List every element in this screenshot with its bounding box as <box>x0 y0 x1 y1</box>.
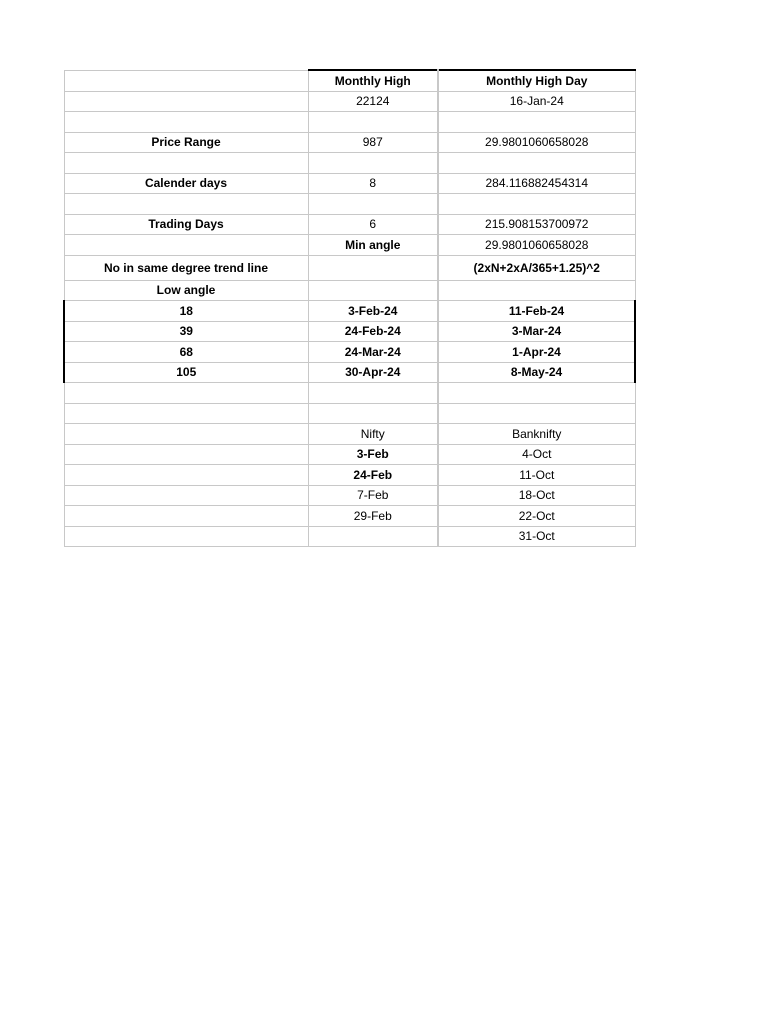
banknifty-date[interactable]: 4-Oct <box>438 444 635 465</box>
date-cell[interactable]: 1-Apr-24 <box>438 342 635 363</box>
date-cell[interactable]: 24-Mar-24 <box>308 342 438 363</box>
table-row <box>64 383 635 404</box>
monthly-high-value[interactable]: 22124 <box>308 91 438 112</box>
cell[interactable] <box>64 465 308 486</box>
cell[interactable] <box>64 91 308 112</box>
table-row <box>64 403 635 424</box>
cell[interactable] <box>308 255 438 280</box>
table-row <box>64 485 635 506</box>
header-monthly-high[interactable]: Monthly High <box>308 70 438 91</box>
nifty-header[interactable]: Nifty <box>308 424 438 445</box>
min-angle-value[interactable]: 29.9801060658028 <box>438 235 635 256</box>
cell[interactable] <box>308 383 438 404</box>
table-row <box>64 153 635 174</box>
trend-line-label[interactable]: No in same degree trend line <box>64 255 308 280</box>
table-row <box>64 132 635 153</box>
min-angle-label[interactable]: Min angle <box>308 235 438 256</box>
date-cell[interactable]: 3-Feb-24 <box>308 301 438 322</box>
cell[interactable] <box>64 194 308 215</box>
date-cell[interactable]: 24-Feb-24 <box>308 321 438 342</box>
cell[interactable] <box>64 485 308 506</box>
banknifty-date[interactable]: 31-Oct <box>438 526 635 547</box>
cell[interactable] <box>64 153 308 174</box>
cell[interactable] <box>64 383 308 404</box>
cell[interactable] <box>64 526 308 547</box>
nifty-date[interactable]: 7-Feb <box>308 485 438 506</box>
banknifty-date[interactable]: 11-Oct <box>438 465 635 486</box>
table-row <box>64 465 635 486</box>
cell[interactable] <box>64 403 308 424</box>
degree-value[interactable]: 68 <box>64 342 308 363</box>
formula-cell[interactable]: (2xN+2xA/365+1.25)^2 <box>438 255 635 280</box>
cell[interactable] <box>438 280 635 301</box>
cell[interactable] <box>308 403 438 424</box>
trading-days-value[interactable]: 6 <box>308 214 438 235</box>
cell[interactable] <box>64 112 308 133</box>
spreadsheet-table <box>63 69 636 547</box>
date-cell[interactable]: 8-May-24 <box>438 362 635 383</box>
cell[interactable] <box>438 153 635 174</box>
table-row <box>64 91 635 112</box>
nifty-date[interactable]: 29-Feb <box>308 506 438 527</box>
cell[interactable] <box>308 153 438 174</box>
cell[interactable] <box>64 506 308 527</box>
table-row <box>64 255 635 280</box>
cell[interactable] <box>308 194 438 215</box>
cell[interactable] <box>308 526 438 547</box>
nifty-date[interactable]: 3-Feb <box>308 444 438 465</box>
banknifty-date[interactable]: 22-Oct <box>438 506 635 527</box>
price-range-result[interactable]: 29.9801060658028 <box>438 132 635 153</box>
cell[interactable] <box>308 280 438 301</box>
table-row <box>64 321 635 342</box>
header-monthly-high-day[interactable]: Monthly High Day <box>438 70 635 91</box>
table-row <box>64 235 635 256</box>
table-row <box>64 506 635 527</box>
degree-value[interactable]: 105 <box>64 362 308 383</box>
table-row <box>64 214 635 235</box>
table-row <box>64 424 635 445</box>
table-row <box>64 280 635 301</box>
date-cell[interactable]: 30-Apr-24 <box>308 362 438 383</box>
calender-days-result[interactable]: 284.116882454314 <box>438 173 635 194</box>
cell[interactable] <box>438 194 635 215</box>
table-row <box>64 444 635 465</box>
nifty-date[interactable]: 24-Feb <box>308 465 438 486</box>
calender-days-label[interactable]: Calender days <box>64 173 308 194</box>
price-range-label[interactable]: Price Range <box>64 132 308 153</box>
table-row <box>64 112 635 133</box>
table-row <box>64 362 635 383</box>
table-row <box>64 301 635 322</box>
date-cell[interactable]: 3-Mar-24 <box>438 321 635 342</box>
table-row <box>64 342 635 363</box>
monthly-high-day-value[interactable]: 16-Jan-24 <box>438 91 635 112</box>
degree-value[interactable]: 39 <box>64 321 308 342</box>
banknifty-date[interactable]: 18-Oct <box>438 485 635 506</box>
date-cell[interactable]: 11-Feb-24 <box>438 301 635 322</box>
cell[interactable] <box>438 403 635 424</box>
table-row <box>64 526 635 547</box>
trading-days-label[interactable]: Trading Days <box>64 214 308 235</box>
header-cell-empty[interactable] <box>64 70 308 91</box>
calender-days-value[interactable]: 8 <box>308 173 438 194</box>
cell[interactable] <box>438 112 635 133</box>
degree-value[interactable]: 18 <box>64 301 308 322</box>
cell[interactable] <box>64 444 308 465</box>
low-angle-label[interactable]: Low angle <box>64 280 308 301</box>
cell[interactable] <box>64 235 308 256</box>
cell[interactable] <box>438 383 635 404</box>
price-range-value[interactable]: 987 <box>308 132 438 153</box>
table-row <box>64 173 635 194</box>
cell[interactable] <box>64 424 308 445</box>
header-row <box>64 70 635 91</box>
cell[interactable] <box>308 112 438 133</box>
banknifty-header[interactable]: Banknifty <box>438 424 635 445</box>
trading-days-result[interactable]: 215.908153700972 <box>438 214 635 235</box>
table-row <box>64 194 635 215</box>
